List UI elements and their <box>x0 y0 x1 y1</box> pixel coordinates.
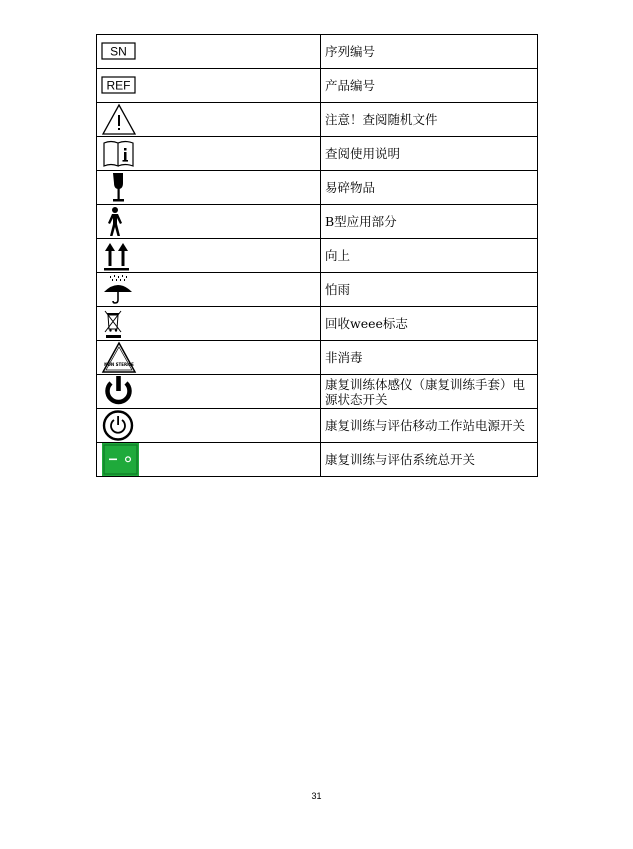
power-symbol-bold-icon <box>101 375 320 408</box>
table-row <box>97 409 538 443</box>
table-row <box>97 103 538 137</box>
symbol-description: 注意！查阅随机文件 <box>321 103 538 137</box>
symbol-description: 康复训练与评估移动工作站电源开关 <box>321 409 538 443</box>
svg-text:NON STERILE: NON STERILE <box>104 362 134 367</box>
symbol-description: 康复训练与评估系统总开关 <box>321 443 538 477</box>
icon-cell <box>97 443 321 477</box>
symbol-description: 康复训练体感仪（康复训练手套）电源状态开关 <box>321 375 538 409</box>
this-way-up-arrows-icon <box>101 239 320 272</box>
table-row <box>97 273 538 307</box>
table-row <box>97 239 538 273</box>
symbol-description: 向上 <box>321 239 538 273</box>
svg-text:SN: SN <box>110 44 127 59</box>
table-row <box>97 307 538 341</box>
icon-cell <box>97 409 321 443</box>
symbol-description: 怕雨 <box>321 273 538 307</box>
power-button-circle-icon <box>101 409 320 442</box>
icon-cell <box>97 307 321 341</box>
symbol-table <box>96 34 538 477</box>
symbol-description: 易碎物品 <box>321 171 538 205</box>
symbol-description: 序列编号 <box>321 35 538 69</box>
type-b-applied-part-icon <box>101 205 320 238</box>
icon-cell <box>97 375 321 409</box>
symbol-description: B型应用部分 <box>321 205 538 239</box>
table-row <box>97 205 538 239</box>
serial-number-symbol-icon <box>101 35 320 68</box>
symbol-description: 非消毒 <box>321 341 538 375</box>
table-row <box>97 35 538 69</box>
icon-cell <box>97 205 321 239</box>
non-sterile-triangle-icon <box>101 341 320 374</box>
green-rocker-switch-icon <box>101 443 320 476</box>
keep-dry-umbrella-icon <box>101 273 320 306</box>
symbol-description: 回收weee标志 <box>321 307 538 341</box>
icon-cell <box>97 103 321 137</box>
icon-cell <box>97 137 321 171</box>
icon-cell <box>97 273 321 307</box>
icon-cell <box>97 171 321 205</box>
table-row <box>97 171 538 205</box>
page-number: 31 <box>311 791 322 801</box>
table-row <box>97 443 538 477</box>
icon-cell <box>97 35 321 69</box>
table-row <box>97 137 538 171</box>
svg-text:REF: REF <box>106 78 131 93</box>
symbol-description: 查阅使用说明 <box>321 137 538 171</box>
table-row <box>97 375 538 409</box>
reference-number-symbol-icon <box>101 69 320 102</box>
icon-cell <box>97 239 321 273</box>
table-row <box>97 69 538 103</box>
icon-cell <box>97 341 321 375</box>
caution-triangle-icon <box>101 103 320 136</box>
icon-cell <box>97 69 321 103</box>
fragile-glass-icon <box>101 171 320 204</box>
consult-instructions-icon <box>101 137 320 170</box>
symbol-description: 产品编号 <box>321 69 538 103</box>
table-row <box>97 341 538 375</box>
weee-crossed-bin-icon <box>101 307 320 340</box>
